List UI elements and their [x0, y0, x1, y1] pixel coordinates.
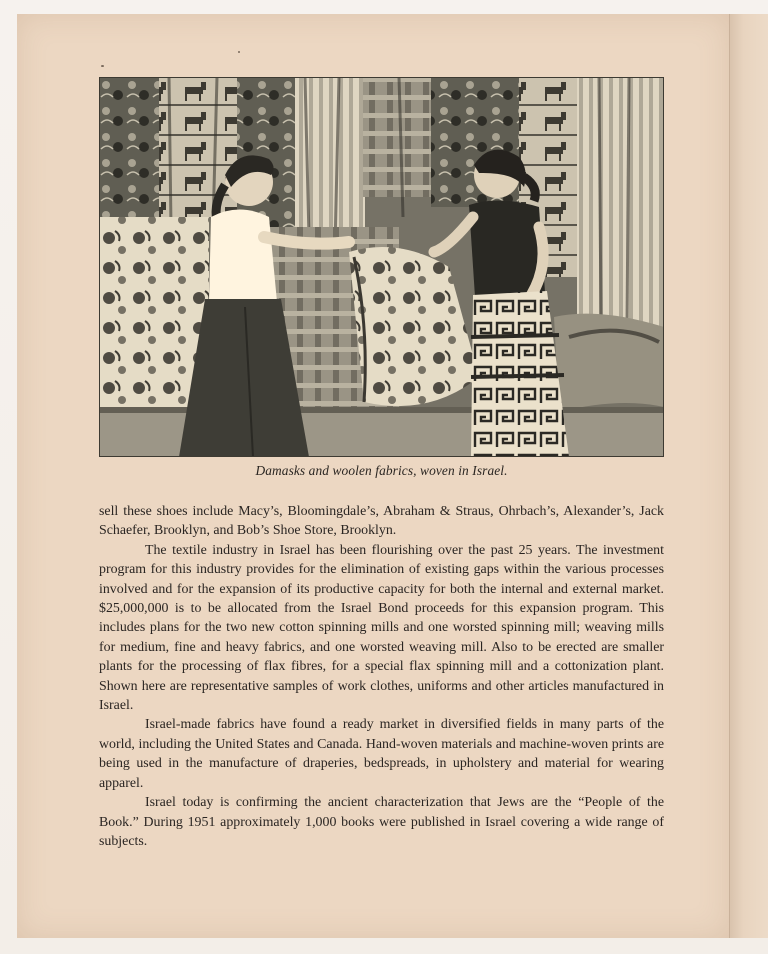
paragraph-continuation: sell these shoes include Macy’s, Bloomingdale’s, Abraham & Straus, Ohrbach’s, Alexander’s, Jack Schaefer, Brooklyn, and Bob’s Shoe Store, Brooklyn. — [99, 504, 664, 539]
photo-caption: Damasks and woolen fabrics, woven in Israel. — [255, 463, 508, 478]
paragraph-fabrics-market: Israel-made fabrics have found a ready market in diversified fields in many parts of the world, including the United States and Canada. Hand-woven materials and machine-woven prints are being used in the manufacture of draperies, bedspreads, in upholstery and material for wearing apparel. — [99, 717, 664, 791]
adjacent-page-edge — [729, 14, 768, 938]
photo-two-women-fabrics-icon — [99, 77, 664, 457]
paper-speck — [238, 51, 240, 53]
textile-photograph — [99, 77, 664, 457]
paragraph-people-of-the-book: Israel today is confirming the ancient characterization that Jews are the “People of the Book.” During 1951 approximately 1,000 books were published in Israel covering a wide range of subjects. — [99, 795, 664, 849]
paragraph-textile-industry: The textile industry in Israel has been flourishing over the past 25 years. The investment program for this industry provides for the elimination of existing gaps within the various processes involved and for the expansion of its productive capacity for both the internal and external market. $25,000,000 is to be allocated from the Israel Bond proceeds for this expansion program. This includes plans for the two new cotton spinning mills and one worsted spinning mill; weaving mills for medium, fine and heavy fabrics, and one worsted weaving mill. Also to be erected are smaller plants for the processing of flax fibres, for a special flax spinning mill and a cottonization plant. Shown here are representative samples of work clothes, uniforms and other articles manufactured in Israel. — [99, 542, 664, 714]
article-body — [99, 502, 664, 851]
paper-speck — [101, 65, 104, 67]
